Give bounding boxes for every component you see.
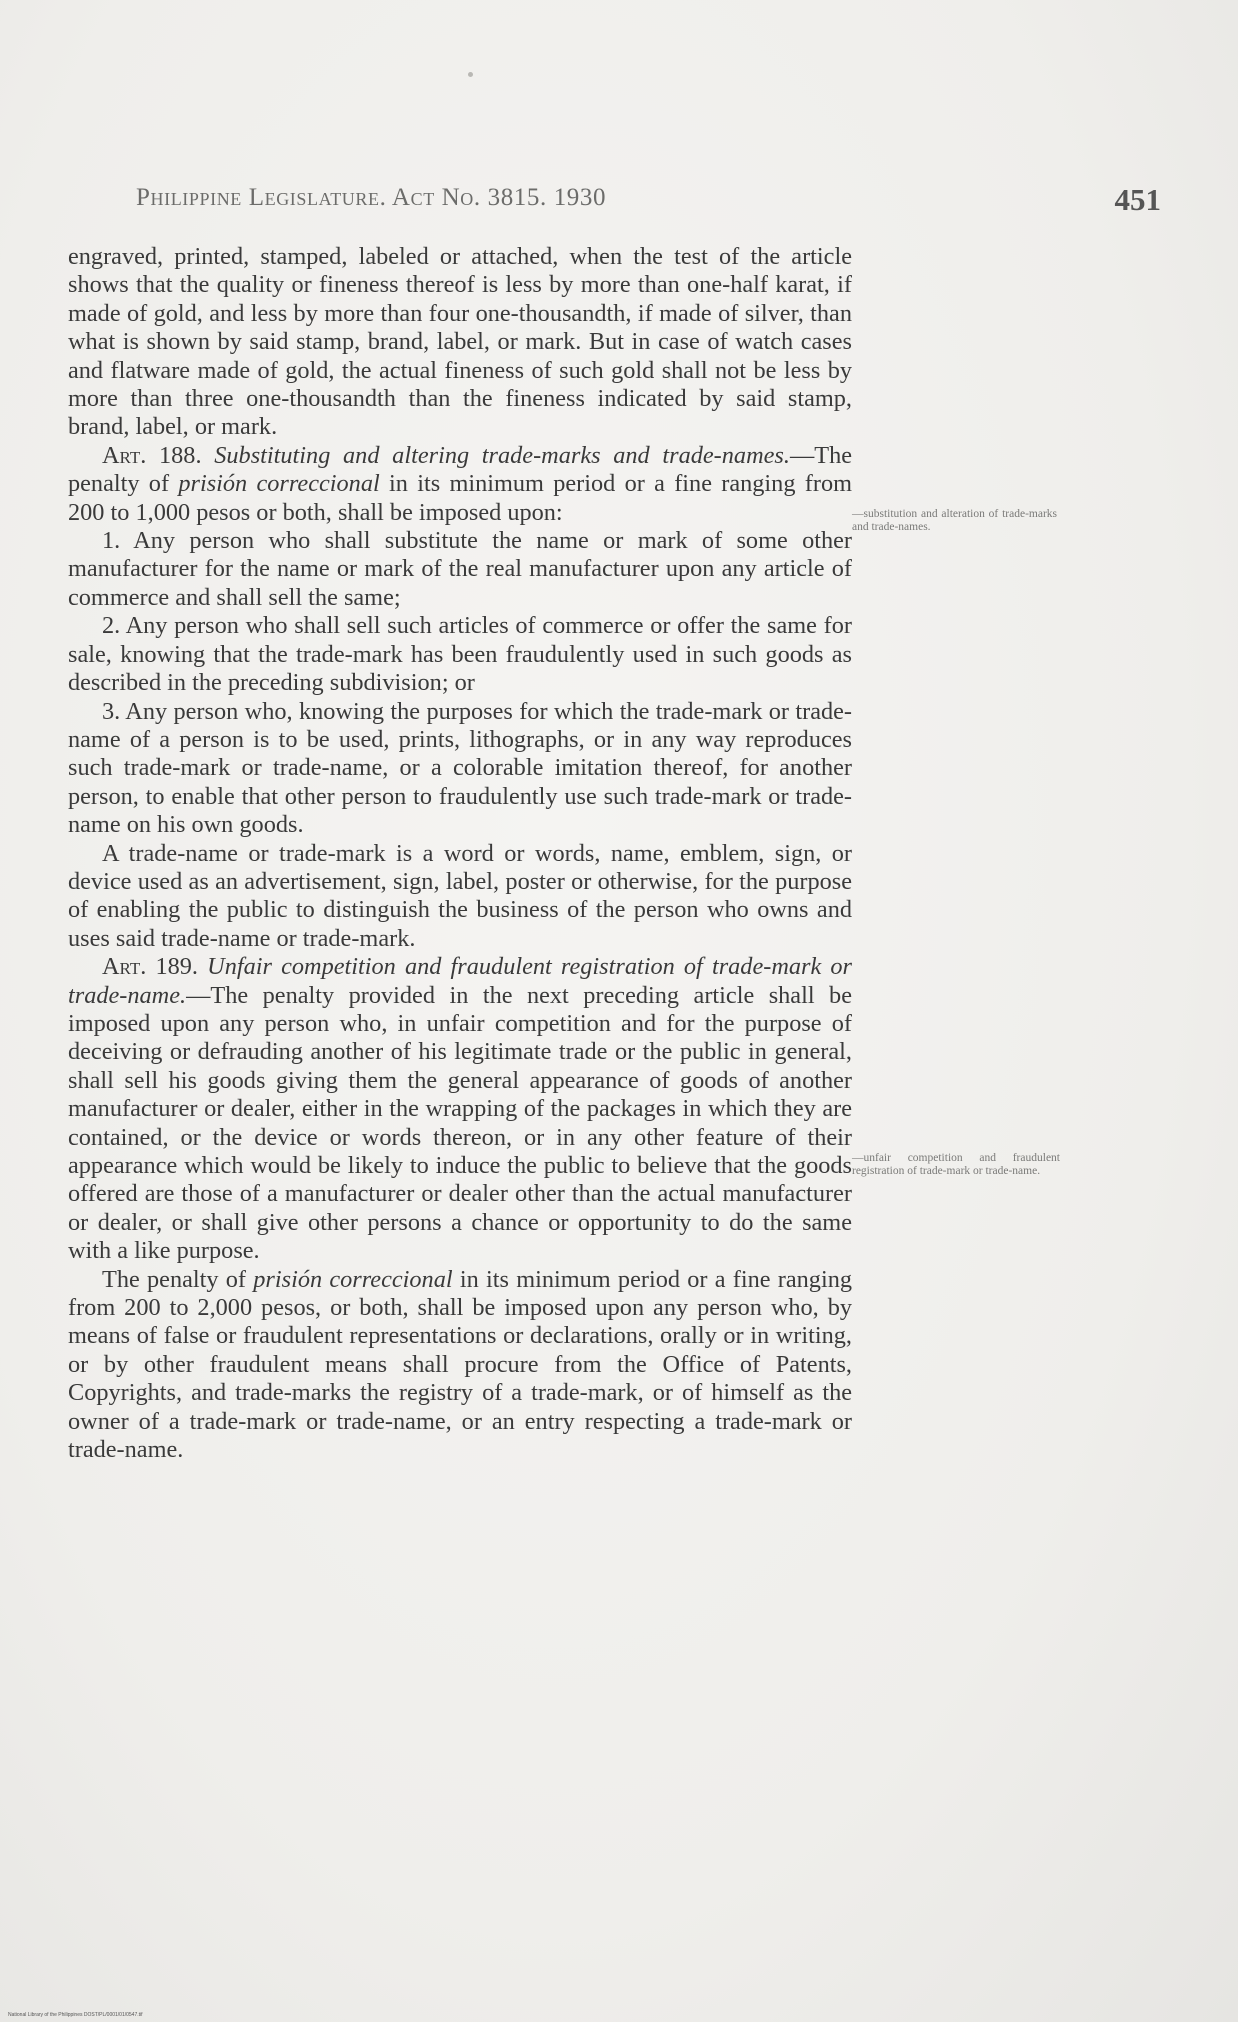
- list-item-2: 2. Any person who shall sell such articles of commerce or offer the same for sale, knowing that the trade-mark has been fraudulently used in such goods as described in the preceding subdivision; or: [68, 612, 852, 697]
- margin-note-substitution: —substitution and alteration of trade-marks and trade-names.: [852, 508, 1057, 533]
- article-188-label: Art. 188.: [102, 441, 202, 469]
- article-188-text-b: in its minimum period or a fine ranging from 200 to 1,000 pesos or both, shall be imposed upon:: [68, 470, 853, 526]
- article-188-term: prisión correccional: [178, 470, 380, 498]
- penalty-text-b: in its minimum period or a fine ranging from 200 to 2,000 pesos, or both, shall be imposed upon any person who, by means of false or fraudulent representations or declarations, orally or in writing, or by other fraudulent means shall procure from the Office of Patents, Copyrights, and trade-marks the registry of a trade-mark, or of himself as the owner of a trade-mark or trade-name, or an entry respecting a trade-mark or trade-name.: [68, 1265, 852, 1464]
- paragraph-intro: engraved, printed, stamped, labeled or attached, when the test of the article shows that the quality or fineness thereof is less by more than one-half karat, if made of gold, and less by more than four one-thousandth, if made of silver, than what is shown by said stamp, brand, label, or mark. But in case of watch cases and flatware made of gold, the actual fineness of such gold shall not be less by more than three one-thousandth than the fineness indicated by said stamp, brand, label, or mark.: [68, 243, 852, 441]
- ink-spot: [468, 72, 473, 77]
- article-188-title: Substituting and altering trade-marks and trade-names.: [214, 441, 790, 469]
- list-item-3: 3. Any person who, knowing the purposes for which the trade-mark or trade-name of a person is to be used, prints, lithographs, or in any way reproduces such trade-mark or trade-name, or a colorable imitation thereof, for another person, to enable that other person to fraudulently use such trade-mark or trade-name on his own goods.: [68, 697, 852, 839]
- penalty-term: prisión correccional: [253, 1265, 453, 1293]
- article-189-text: —The penalty provided in the next preceding article shall be imposed upon any person who, in unfair competition and for the purpose of deceiving or defrauding another of his legitimate trade or the public in general, shall sell his goods giving them the general appearance of goods of another manufacturer or dealer, either in the wrapping of the packages in which they are contained, or the device or words thereon, or in any other feature of their appearance which would be likely to induce the public to believe that the goods offered are those of a manufacturer or dealer other than the actual manufacturer or dealer, or shall give other persons a chance or opportunity to do the same with a like purpose.: [68, 981, 852, 1265]
- list-item-1: 1. Any person who shall substitute the name or mark of some other manufacturer for the name or mark of the real manufacturer upon any article of commerce and shall sell the same;: [68, 527, 852, 611]
- article-188-text-a: —The penalty of: [68, 441, 853, 498]
- article-188: [68, 442, 852, 527]
- article-189-label: Art. 189.: [102, 953, 198, 981]
- paragraph-definition: A trade-name or trade-mark is a word or words, name, emblem, sign, or device used as an advertisement, sign, label, poster or otherwise, for the purpose of enabling the public to distinguish the business of the person who owns and uses said trade-name or trade-mark.: [68, 839, 852, 952]
- article-189-title: Unfair competition and fraudulent registration of trade-mark or trade-name.: [68, 953, 853, 1009]
- body-text: [68, 243, 852, 1464]
- article-189: [68, 953, 852, 1265]
- scan-footer: National Library of the Philippines DOST/PL/0001/01/0547.tif: [8, 2012, 143, 2018]
- penalty-text-a: The penalty of: [102, 1265, 247, 1293]
- page-number: 451: [1114, 182, 1161, 217]
- running-head: Philippine Legislature. Act No. 3815. 1930: [136, 184, 607, 211]
- margin-note-unfair-competition: —unfair competition and fraudulent registration of trade-mark or trade-name.: [852, 1152, 1060, 1177]
- paragraph-penalty: [68, 1266, 852, 1465]
